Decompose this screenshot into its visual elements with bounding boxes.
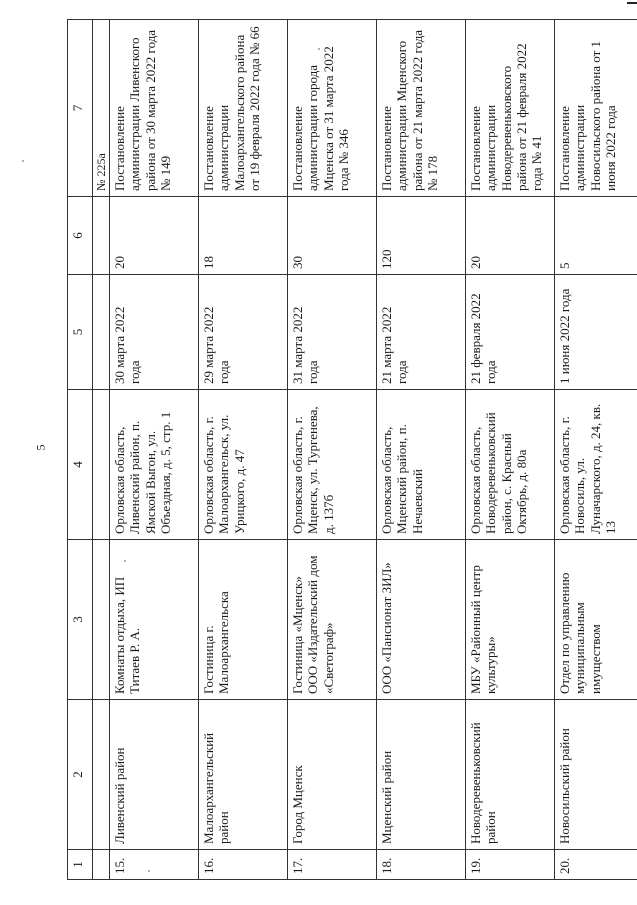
header-cell-4: 4: [68, 390, 93, 540]
table-row: [466, 20, 555, 880]
organization-cell: Комнаты отдыха, ИП Титаев Р. А.: [110, 540, 199, 700]
decree-cell: Постановление администрации Мценского района от 21 марта 2022 года № 178: [377, 20, 466, 197]
scan-speck: [318, 48, 320, 50]
header-cell-6: 6: [68, 197, 93, 275]
header-cell-1: 1: [68, 850, 93, 880]
capacity-cell: 30: [288, 197, 377, 275]
scan-speck: [124, 560, 126, 562]
row-number: 15.: [110, 850, 199, 880]
address-cell: Орловская область, г. Новосиль, ул. Луначарского, д. 24, кв. 13: [555, 390, 637, 540]
header-cell-7: 7: [68, 20, 93, 197]
address-cell: Орловская область, Ливенский район, п. Ямской Выгон, ул. Объездная, д. 5, стр. 1: [110, 390, 199, 540]
header-cell-3: 3: [68, 540, 93, 700]
district-cell: Мценский район: [377, 700, 466, 850]
organization-cell: ООО «Пансионат ЗИЛ»: [377, 540, 466, 700]
address-cell: Орловская область, Новодеревеньковский район, с. Красный Октябрь, д. 80а: [466, 390, 555, 540]
header-cell-2: 2: [68, 700, 93, 850]
district-cell: Город Мценск: [288, 700, 377, 850]
table-header-row: [68, 20, 93, 880]
table-row: [110, 20, 199, 880]
scan-speck: [22, 160, 24, 162]
row-number: 18.: [377, 850, 466, 880]
organization-cell: МБУ «Районный центр культуры»: [466, 540, 555, 700]
table-row: [288, 20, 377, 880]
row-number: 20.: [555, 850, 637, 880]
header-cell-5: 5: [68, 275, 93, 390]
district-cell: Новодеревеньковский район: [466, 700, 555, 850]
page-number: 5: [33, 444, 48, 451]
date-cell: 29 марта 2022 года: [199, 275, 288, 390]
date-cell: 21 марта 2022 года: [377, 275, 466, 390]
capacity-cell: 120: [377, 197, 466, 275]
organization-cell: Гостиница г. Малоархангельска: [199, 540, 288, 700]
decree-cell: Постановление администрации города Мценска от 31 марта 2022 года № 346: [288, 20, 377, 197]
date-cell: 30 марта 2022 года: [110, 275, 199, 390]
capacity-cell: 20: [466, 197, 555, 275]
organization-cell: Гостиница «Мценск» ООО «Издательский дом «Светограф»: [288, 540, 377, 700]
row-number: 16.: [199, 850, 288, 880]
table-row: [377, 20, 466, 880]
table-row: [555, 20, 637, 880]
organization-cell: Отдел по управлению муниципальным имуществом: [555, 540, 637, 700]
decree-cell: Постановление администрации Малоархангельского района от 19 февраля 2022 года № 66: [199, 20, 288, 197]
decree-cell: Постановление администрации Новодеревеньковского района от 21 февраля 2022 года № 41: [466, 20, 555, 197]
accommodation-table: [67, 19, 637, 880]
capacity-cell: 18: [199, 197, 288, 275]
date-cell: 1 июня 2022 года: [555, 275, 637, 390]
scan-speck: [148, 870, 150, 872]
district-cell: Ливенский район: [110, 700, 199, 850]
decree-cell: Постановление администрации Ливенского района от 30 марта 2022 года № 149: [110, 20, 199, 197]
row-number: 17.: [288, 850, 377, 880]
continuation-decree-number: № 225а: [93, 20, 110, 197]
decree-cell: Постановление администрации Новосильского района от 1 июня 2022 года: [555, 20, 637, 197]
address-cell: Орловская область, г. Мценск, ул. Тургенева, д. 137б: [288, 390, 377, 540]
district-cell: Малоархангельский район: [199, 700, 288, 850]
district-cell: Новосильский район: [555, 700, 637, 850]
capacity-cell: 20: [110, 197, 199, 275]
date-cell: 31 марта 2022 года: [288, 275, 377, 390]
table-row: [199, 20, 288, 880]
date-cell: 21 февраля 2022 года: [466, 275, 555, 390]
page-edge-mark: [627, 2, 637, 4]
address-cell: Орловская область, г. Малоархангельск, ул. Урицкого, д. 47: [199, 390, 288, 540]
row-number: 19.: [466, 850, 555, 880]
capacity-cell: 5: [555, 197, 637, 275]
address-cell: Орловская область, Мценский район, п. Нечаевский: [377, 390, 466, 540]
table-continuation-row: [93, 20, 110, 880]
